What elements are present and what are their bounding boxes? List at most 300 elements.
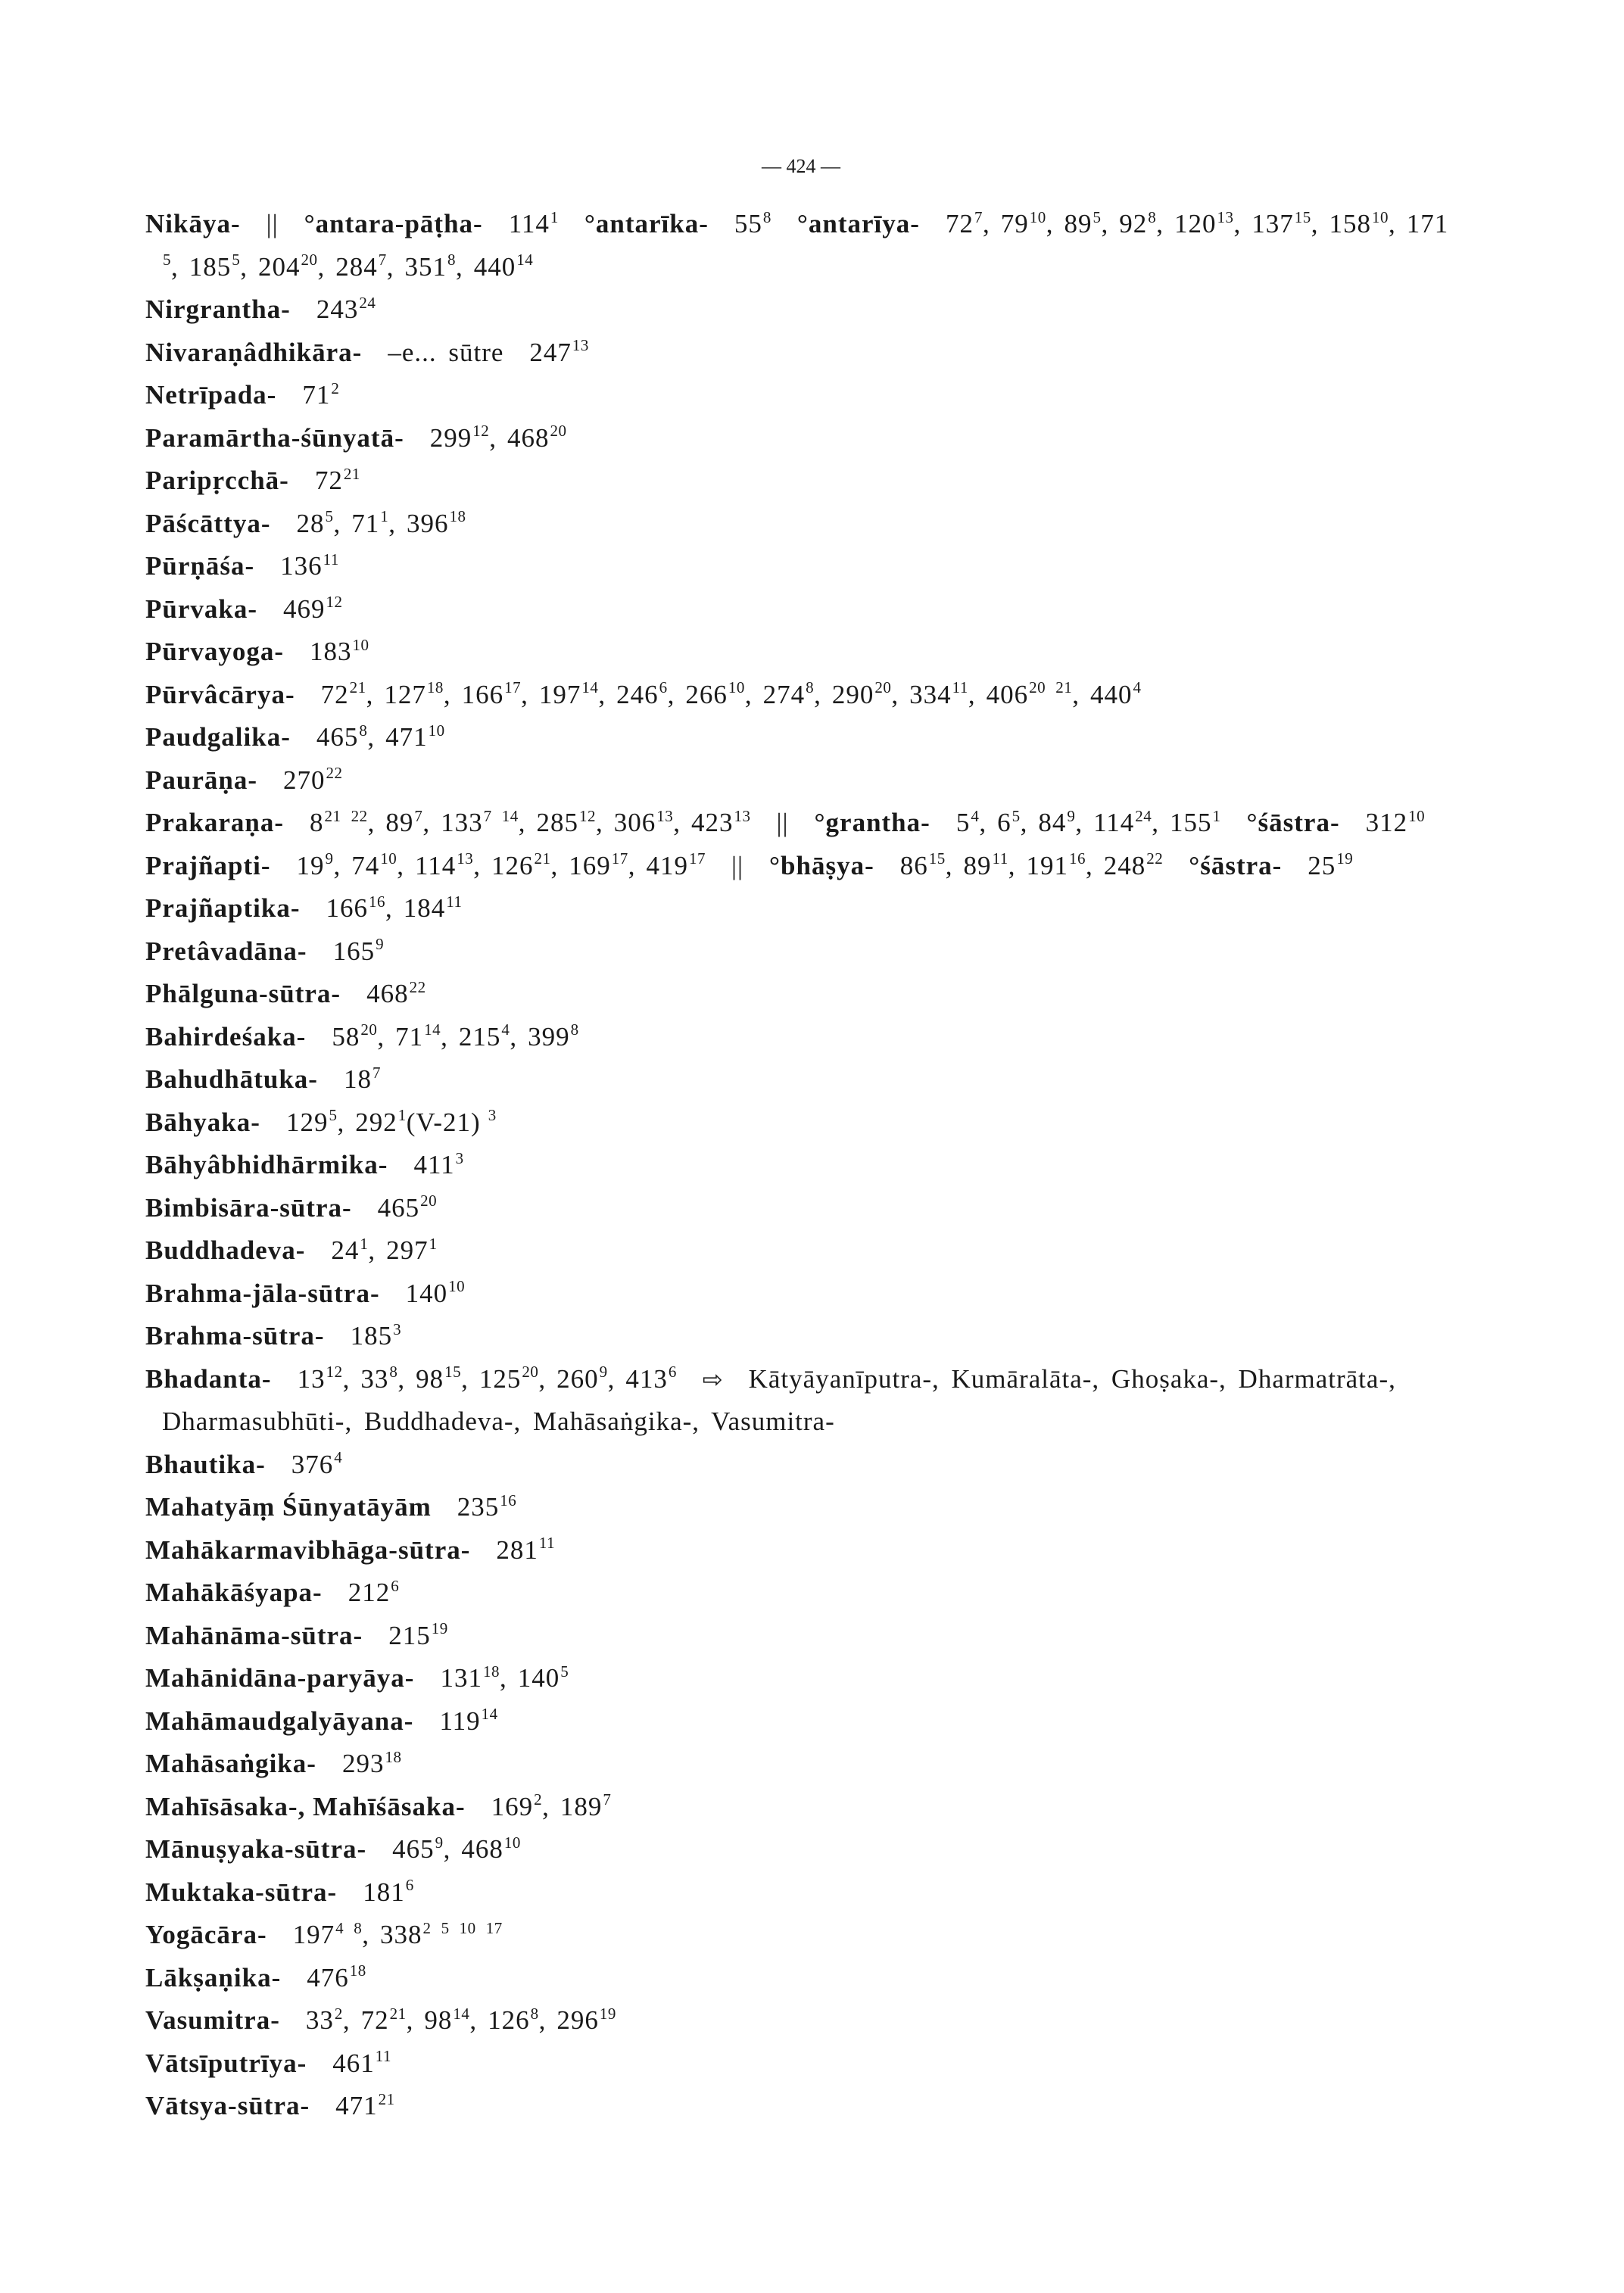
page-number: 72 xyxy=(945,209,974,238)
page-number: 72 xyxy=(360,2005,389,2035)
page-reference xyxy=(189,252,241,282)
line-superscript: 5 xyxy=(329,1106,338,1125)
page-reference xyxy=(491,1792,543,1821)
index-entry xyxy=(145,716,1599,759)
index-entry xyxy=(145,1828,1599,1871)
line-superscript: 7 xyxy=(414,806,423,825)
line-superscript: 21 xyxy=(378,2089,395,2108)
reference-separator: , xyxy=(1085,850,1093,880)
page-reference xyxy=(361,2005,407,2035)
page-number: 71 xyxy=(351,508,380,538)
line-superscript: 11 xyxy=(323,550,339,569)
line-superscript: 18 xyxy=(426,678,444,697)
line-superscript: 1 xyxy=(397,1106,407,1125)
page-reference xyxy=(407,509,466,538)
page-number: 28 xyxy=(296,508,325,538)
page-reference xyxy=(302,380,339,410)
page-reference xyxy=(331,1235,368,1265)
index-term: Mahatyāṃ Śūnyatāyām xyxy=(145,1492,432,1522)
page-reference-list xyxy=(306,2005,616,2035)
page-number: 468 xyxy=(507,422,550,453)
line-superscript: 5 xyxy=(232,251,241,269)
line-superscript: 9 xyxy=(1067,806,1076,825)
page-reference-list xyxy=(430,423,567,453)
line-superscript: 3 xyxy=(488,1106,497,1125)
reference-separator: , xyxy=(456,251,463,282)
line-superscript: 17 xyxy=(611,849,628,868)
page-number: 185 xyxy=(189,251,232,282)
reference-separator: , xyxy=(1075,808,1083,837)
line-superscript: 18 xyxy=(385,1747,402,1766)
page-reference-list xyxy=(310,808,750,837)
page-number: 461 xyxy=(332,2048,375,2078)
line-superscript: 10 xyxy=(428,721,445,740)
page-reference xyxy=(1064,209,1101,238)
line-superscript: 13 xyxy=(572,336,589,355)
index-entry xyxy=(145,1957,1599,2000)
page-reference xyxy=(1366,808,1426,837)
index-term: Vasumitra- xyxy=(145,2005,280,2035)
page-number: 204 xyxy=(258,251,301,282)
line-superscript: 5 xyxy=(325,507,334,526)
line-superscript: 14 xyxy=(453,2004,470,2023)
page-number: 120 xyxy=(1174,209,1217,238)
page-reference xyxy=(413,1150,463,1179)
index-term: Pūrvaka- xyxy=(145,594,257,624)
page-number: 419 xyxy=(646,850,688,880)
page-reference xyxy=(297,509,334,538)
index-term: Buddhadeva- xyxy=(145,1235,306,1265)
page-number: 169 xyxy=(491,1791,534,1821)
reference-separator: , xyxy=(388,508,397,538)
index-term: °antara-pāṭha- xyxy=(304,209,483,238)
page-number: 413 xyxy=(625,1363,668,1394)
reference-separator: , xyxy=(333,508,341,538)
page-reference xyxy=(479,1364,539,1394)
line-superscript: 8 xyxy=(359,721,368,740)
page-number: 125 xyxy=(478,1363,522,1394)
index-entry-continuation xyxy=(145,246,1599,289)
reference-separator: , xyxy=(397,1363,406,1394)
page-reference xyxy=(280,551,339,581)
page-number: 274 xyxy=(762,679,806,709)
page-number: 84 xyxy=(1038,808,1067,837)
page-number: 197 xyxy=(292,1920,335,1949)
index-entry-line xyxy=(145,1444,1599,1487)
index-entry xyxy=(145,1871,1599,1914)
reference-separator: , xyxy=(367,808,376,837)
page-reference xyxy=(430,423,490,453)
line-superscript: 4 xyxy=(971,806,980,825)
page-number: 114 xyxy=(508,209,550,238)
index-entry xyxy=(145,2085,1599,2128)
reference-note: (V-21) xyxy=(406,1107,481,1137)
page-number: 215 xyxy=(388,1620,431,1650)
line-superscript: 10 xyxy=(503,1833,521,1852)
index-term: Mahākarmavibhāga-sūtra- xyxy=(145,1534,471,1565)
page-number: 131 xyxy=(440,1663,482,1693)
reference-separator: , xyxy=(550,850,559,880)
index-entry-line xyxy=(145,1999,1599,2042)
page-reference-list xyxy=(315,466,360,495)
reference-separator: , xyxy=(1046,209,1054,238)
index-entry-line xyxy=(145,2042,1599,2086)
page-reference xyxy=(946,209,983,238)
line-superscript: 5 xyxy=(560,1662,569,1681)
index-term: Bahirdeśaka- xyxy=(145,1021,307,1051)
line-superscript: 16 xyxy=(500,1491,517,1509)
page-number: 58 xyxy=(332,1021,360,1051)
page-number: 212 xyxy=(348,1578,391,1607)
page-reference-list xyxy=(286,1108,481,1137)
page-reference xyxy=(956,808,980,837)
line-superscript: 18 xyxy=(449,507,466,526)
line-superscript: 10 xyxy=(380,849,397,868)
page-reference xyxy=(307,1963,366,1992)
reference-separator: , xyxy=(368,1235,376,1265)
page-reference-list xyxy=(310,637,369,666)
page-number: 468 xyxy=(366,979,409,1008)
reference-separator: , xyxy=(814,679,821,709)
line-superscript: 11 xyxy=(375,2047,392,2066)
index-entry xyxy=(145,503,1599,546)
page-reference xyxy=(333,936,385,966)
index-entry xyxy=(145,1315,1599,1358)
page-reference-list xyxy=(283,594,343,624)
page-reference-list xyxy=(162,252,533,282)
reference-separator: , xyxy=(443,679,451,709)
reference-separator: , xyxy=(667,679,675,709)
page-number: 306 xyxy=(613,808,656,837)
page-number: 18 xyxy=(343,1064,372,1094)
reference-separator: , xyxy=(362,1920,369,1949)
reference-separator: , xyxy=(317,251,326,282)
index-entry-line xyxy=(145,930,1599,974)
reference-separator: , xyxy=(499,1663,507,1693)
line-superscript: 21 xyxy=(343,464,360,483)
line-superscript: 3 xyxy=(393,1319,402,1338)
index-entry xyxy=(145,1016,1599,1059)
page-reference xyxy=(691,808,751,837)
page-reference-list xyxy=(496,1535,555,1565)
line-superscript: 14 xyxy=(481,1705,498,1724)
page-number: 299 xyxy=(429,422,472,453)
reference-separator: , xyxy=(518,808,526,837)
reference-separator: , xyxy=(441,1021,448,1051)
page-reference xyxy=(388,1621,448,1650)
reference-separator: , xyxy=(397,850,405,880)
index-entry xyxy=(145,845,1599,888)
index-entry xyxy=(145,1999,1599,2042)
page-reference xyxy=(310,637,369,666)
page-number: 471 xyxy=(385,722,428,752)
line-superscript: 6 xyxy=(668,1363,677,1382)
index-term: Netrīpada- xyxy=(145,380,277,410)
page-number: 166 xyxy=(461,679,504,709)
line-superscript: 6 xyxy=(391,1576,400,1595)
reference-separator: , xyxy=(171,251,179,282)
entry-text: Kātyāyanīputra-, Kumāralāta-, Ghoṣaka-, Dharmatrāta-, xyxy=(748,1363,1396,1394)
line-superscript: 1 xyxy=(1212,806,1221,825)
reference-separator: , xyxy=(598,679,606,709)
page-number: 126 xyxy=(488,2005,530,2035)
page-number: 191 xyxy=(1026,850,1068,880)
index-entry-line xyxy=(145,545,1599,588)
line-superscript: 20 xyxy=(522,1363,539,1382)
page-number: 189 xyxy=(560,1791,603,1821)
index-term: Prajñapti- xyxy=(145,850,271,880)
reference-separator: , xyxy=(968,679,976,709)
page-number: 290 xyxy=(831,679,874,709)
reference-separator: , xyxy=(1311,209,1319,238)
reference-separator: , xyxy=(1152,808,1160,837)
page-reference-list xyxy=(283,765,343,795)
index-entry xyxy=(145,417,1599,460)
page-reference-list xyxy=(280,551,339,581)
page-number: 136 xyxy=(280,551,323,581)
index-term: Paripṛcchā- xyxy=(145,466,289,495)
index-entry-line xyxy=(145,1016,1599,1059)
page-reference xyxy=(162,252,171,282)
page-number: 285 xyxy=(536,808,579,837)
page-number: 165 xyxy=(332,936,376,966)
line-superscript: 9 xyxy=(325,849,334,868)
page-reference xyxy=(1252,209,1311,238)
page-reference xyxy=(310,808,368,837)
page-reference xyxy=(509,209,559,238)
line-superscript: 8 xyxy=(806,678,815,697)
page-reference-list xyxy=(946,209,1449,238)
line-superscript: 9 xyxy=(435,1833,444,1852)
index-entry-line xyxy=(145,1529,1599,1572)
page-reference xyxy=(378,1193,438,1223)
page-number: 296 xyxy=(556,2005,599,2035)
line-superscript: 5 xyxy=(163,251,171,269)
page-reference xyxy=(518,1663,569,1693)
reference-separator: , xyxy=(342,1363,351,1394)
index-term: Pūrṇāśa- xyxy=(145,551,255,581)
page-number: 284 xyxy=(335,251,378,282)
page-reference xyxy=(1001,209,1046,238)
page-number: 140 xyxy=(517,1663,560,1693)
page-reference xyxy=(326,893,386,923)
line-superscript: 10 xyxy=(728,678,745,697)
line-superscript: 2 5 10 17 xyxy=(422,1918,503,1937)
page-reference-list xyxy=(956,808,1221,837)
index-term: °bhāṣya- xyxy=(769,850,874,880)
line-superscript: 5 xyxy=(1093,207,1102,226)
page-reference xyxy=(685,680,745,709)
line-superscript: 2 xyxy=(334,2004,343,2023)
index-entry-line xyxy=(145,759,1599,802)
page-number: 440 xyxy=(1089,679,1133,709)
page-reference xyxy=(997,808,1021,837)
line-superscript: 3 xyxy=(455,1148,464,1167)
line-superscript: 15 xyxy=(928,849,946,868)
page-reference xyxy=(556,1364,608,1394)
line-superscript: 13 xyxy=(734,806,751,825)
index-entry xyxy=(145,203,1599,288)
index-term: Pūrvâcārya- xyxy=(145,679,295,709)
page-reference-list xyxy=(457,1492,517,1522)
index-entry-line xyxy=(145,374,1599,417)
line-superscript: 10 xyxy=(1029,207,1046,226)
index-entry xyxy=(145,1615,1599,1658)
page-number: 158 xyxy=(1329,209,1371,238)
index-entry-line xyxy=(145,417,1599,460)
reference-separator: , xyxy=(1156,209,1164,238)
page-number: 89 xyxy=(963,850,992,880)
index-entry xyxy=(145,1101,1599,1145)
index-entry xyxy=(145,1187,1599,1230)
index-entry-line xyxy=(145,973,1599,1016)
index-term: Nikāya- xyxy=(145,209,241,238)
page-reference-list xyxy=(302,380,339,410)
page-number: 334 xyxy=(909,679,952,709)
reference-separator: , xyxy=(1020,808,1028,837)
page-reference xyxy=(614,808,674,837)
line-superscript: 8 xyxy=(570,1020,579,1039)
line-superscript: 4 xyxy=(334,1448,343,1467)
page-number: 127 xyxy=(384,679,426,709)
index-entry xyxy=(145,332,1599,375)
page-number: 137 xyxy=(1252,209,1294,238)
page-reference-list xyxy=(293,1920,503,1949)
index-entry-line xyxy=(145,460,1599,503)
line-superscript: 22 xyxy=(326,764,343,783)
line-superscript: 8 xyxy=(1148,207,1157,226)
page-number: 98 xyxy=(424,2005,453,2035)
page-reference xyxy=(283,594,343,624)
page-reference xyxy=(734,209,771,238)
page-reference-list xyxy=(344,1064,381,1094)
index-term: Phālguna-sūtra- xyxy=(145,979,341,1008)
line-superscript: 20 xyxy=(550,422,567,441)
line-superscript: 21 xyxy=(534,849,551,868)
index-term: Mahāmaudgalyāyana- xyxy=(145,1706,414,1736)
index-entry-line xyxy=(145,203,1599,246)
page-reference xyxy=(763,680,815,709)
page-reference-list xyxy=(307,1963,366,1992)
reference-separator: , xyxy=(342,2005,351,2035)
page-number: 260 xyxy=(556,1363,599,1394)
page-reference xyxy=(528,1022,579,1051)
page-reference xyxy=(539,680,599,709)
line-superscript: 11 xyxy=(992,849,1008,868)
line-superscript: 21 22 xyxy=(324,806,368,825)
page-reference xyxy=(335,2091,395,2120)
reference-separator: , xyxy=(337,1107,345,1137)
index-term: °antarīya- xyxy=(796,209,920,238)
page-reference xyxy=(355,1108,481,1137)
index-entry-line xyxy=(145,1828,1599,1871)
page-reference-list xyxy=(413,1150,463,1179)
page-reference-list xyxy=(1366,808,1426,837)
page-reference xyxy=(395,1022,441,1051)
index-term: Bimbisāra-sūtra- xyxy=(145,1192,352,1223)
line-superscript: 1 xyxy=(380,507,389,526)
line-superscript: 8 xyxy=(530,2004,539,2023)
line-superscript: 20 21 xyxy=(1029,678,1073,697)
page-reference xyxy=(291,1450,343,1479)
index-entry-line xyxy=(145,1786,1599,1829)
page-number: 243 xyxy=(316,294,359,324)
page-number: 89 xyxy=(385,808,414,837)
page-number: 72 xyxy=(314,466,343,495)
page-reference-list xyxy=(291,1450,343,1479)
index-term: Vātsīputrīya- xyxy=(145,2048,307,2078)
page-reference xyxy=(384,680,444,709)
page-number: 19 xyxy=(296,850,325,880)
page-reference xyxy=(569,851,628,880)
line-superscript: 22 xyxy=(409,977,426,996)
page-reference xyxy=(351,509,388,538)
page-number: 171 xyxy=(1406,209,1449,238)
reference-separator: , xyxy=(673,808,681,837)
line-superscript: 17 xyxy=(504,678,522,697)
index-entry xyxy=(145,1144,1599,1187)
page-number: 183 xyxy=(310,637,352,666)
line-superscript: 10 xyxy=(352,635,369,654)
reference-separator: , xyxy=(406,2005,414,2035)
page-reference xyxy=(439,1706,497,1736)
reference-separator: , xyxy=(542,1791,550,1821)
index-term: Vātsya-sūtra- xyxy=(145,2091,310,2120)
line-superscript: 8 xyxy=(447,251,456,269)
page-reference xyxy=(424,2005,469,2035)
index-term: Paramārtha-śūnyatā- xyxy=(145,422,404,453)
index-term: °śāstra- xyxy=(1246,808,1340,837)
page-reference xyxy=(344,1064,381,1094)
page-reference xyxy=(462,680,522,709)
line-superscript: 11 xyxy=(538,1534,556,1553)
index-term: Paudgalika- xyxy=(145,722,291,752)
page-reference-list xyxy=(298,1364,677,1394)
line-superscript: 19 xyxy=(599,2004,616,2023)
reference-separator: , xyxy=(1072,679,1080,709)
index-entry xyxy=(145,1444,1599,1487)
reference-separator: , xyxy=(386,251,394,282)
index-entry xyxy=(145,588,1599,631)
page-number: 465 xyxy=(377,1192,420,1223)
line-superscript: 8 xyxy=(762,207,771,226)
page-number: 71 xyxy=(302,380,331,410)
page-number: 248 xyxy=(1103,850,1146,880)
index-entry xyxy=(145,1657,1599,1700)
reference-separator: , xyxy=(891,679,899,709)
index-entry-line xyxy=(145,588,1599,631)
page-number: 55 xyxy=(734,209,762,238)
index-term: Mahānāma-sūtra- xyxy=(145,1620,363,1650)
page-reference-list xyxy=(439,1706,497,1736)
page-number: 270 xyxy=(283,765,326,795)
reference-separator: , xyxy=(461,1363,469,1394)
index-entry-line xyxy=(145,802,1599,845)
page-reference xyxy=(529,338,589,367)
page-reference xyxy=(316,722,368,752)
page-number: 411 xyxy=(413,1150,455,1179)
line-superscript: 14 xyxy=(516,251,534,269)
page-reference xyxy=(496,1535,555,1565)
page-number: 140 xyxy=(405,1278,448,1308)
page-reference-list xyxy=(529,338,589,367)
index-term: Brahma-sūtra- xyxy=(145,1321,325,1351)
index-entry-line xyxy=(145,1743,1599,1786)
line-superscript: 22 xyxy=(1146,849,1164,868)
page-number: 468 xyxy=(461,1834,503,1864)
page-reference-list xyxy=(406,1279,466,1308)
page-number: 72 xyxy=(320,679,349,709)
